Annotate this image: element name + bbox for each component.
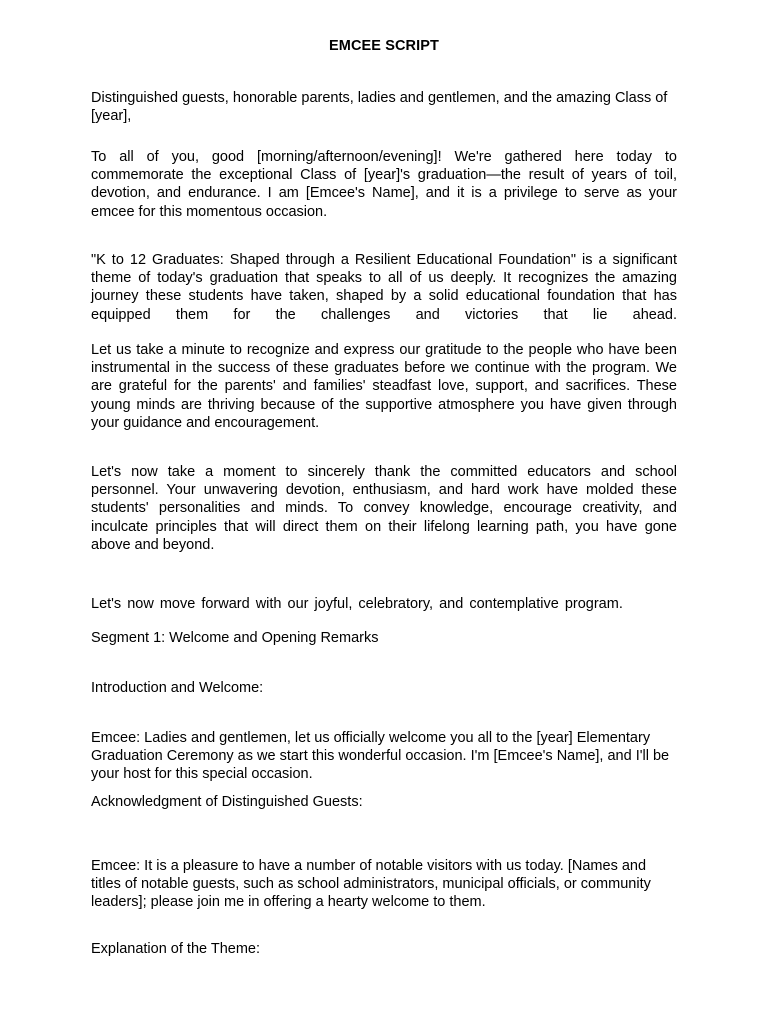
subheading-theme-explanation: Explanation of the Theme:: [91, 941, 261, 957]
paragraph-emcee-guests: Emcee: It is a pleasure to have a number of notable visitors with us today. [Names and titles of notable guests, such as school administrators, municipal officials, or community leaders]; please join me in offering a hearty welcome to them.: [91, 858, 651, 911]
paragraph-greeting: To all of you, good [morning/afternoon/evening]! We're gathered here today to commemorate the exceptional Class of [year]'s graduation—the result of years of toil, devotion, and endurance. I am [Emcee's Name], and it is a privilege to serve as your emcee for this momentous occasion.: [91, 149, 677, 220]
document-title: EMCEE SCRIPT: [329, 38, 439, 54]
subheading-acknowledgment: Acknowledgment of Distinguished Guests:: [91, 794, 363, 810]
paragraph-gratitude-educators: Let's now take a moment to sincerely thank the committed educators and school personnel. Your unwavering devotion, enthusiasm, and hard work have molded these students' personalities and minds. To convey knowledge, encourage creativity, and inculcate principles that will direct them on their lifelong learning path, you have gone above and beyond.: [91, 464, 677, 553]
segment-heading: Segment 1: Welcome and Opening Remarks: [91, 630, 379, 646]
paragraph-salutation: Distinguished guests, honorable parents, ladies and gentlemen, and the amazing Class of [year],: [91, 90, 668, 125]
paragraph-move-forward: Let's now move forward with our joyful, celebratory, and contemplative program.: [91, 596, 623, 612]
paragraph-gratitude-parents: Let us take a minute to recognize and express our gratitude to the people who have been instrumental in the success of these graduates before we continue with the program. We are grateful for the parents' and families' steadfast love, support, and sacrifices. These young minds are thriving because of the supportive atmosphere you have given through your guidance and encouragement.: [91, 342, 677, 431]
paragraph-emcee-welcome: Emcee: Ladies and gentlemen, let us officially welcome you all to the [year] Elementary Graduation Ceremony as we start this wonderful occasion. I'm [Emcee's Name], and I'll be your host for this special occasion.: [91, 730, 670, 783]
paragraph-theme: "K to 12 Graduates: Shaped through a Resilient Educational Foundation" is a significant theme of today's graduation that speaks to all of us deeply. It recognizes the amazing journey these students have taken, shaped by a solid educational foundation that has equipped them for the challenges and victories that lie ahead.: [91, 252, 677, 323]
subheading-introduction: Introduction and Welcome:: [91, 680, 264, 696]
